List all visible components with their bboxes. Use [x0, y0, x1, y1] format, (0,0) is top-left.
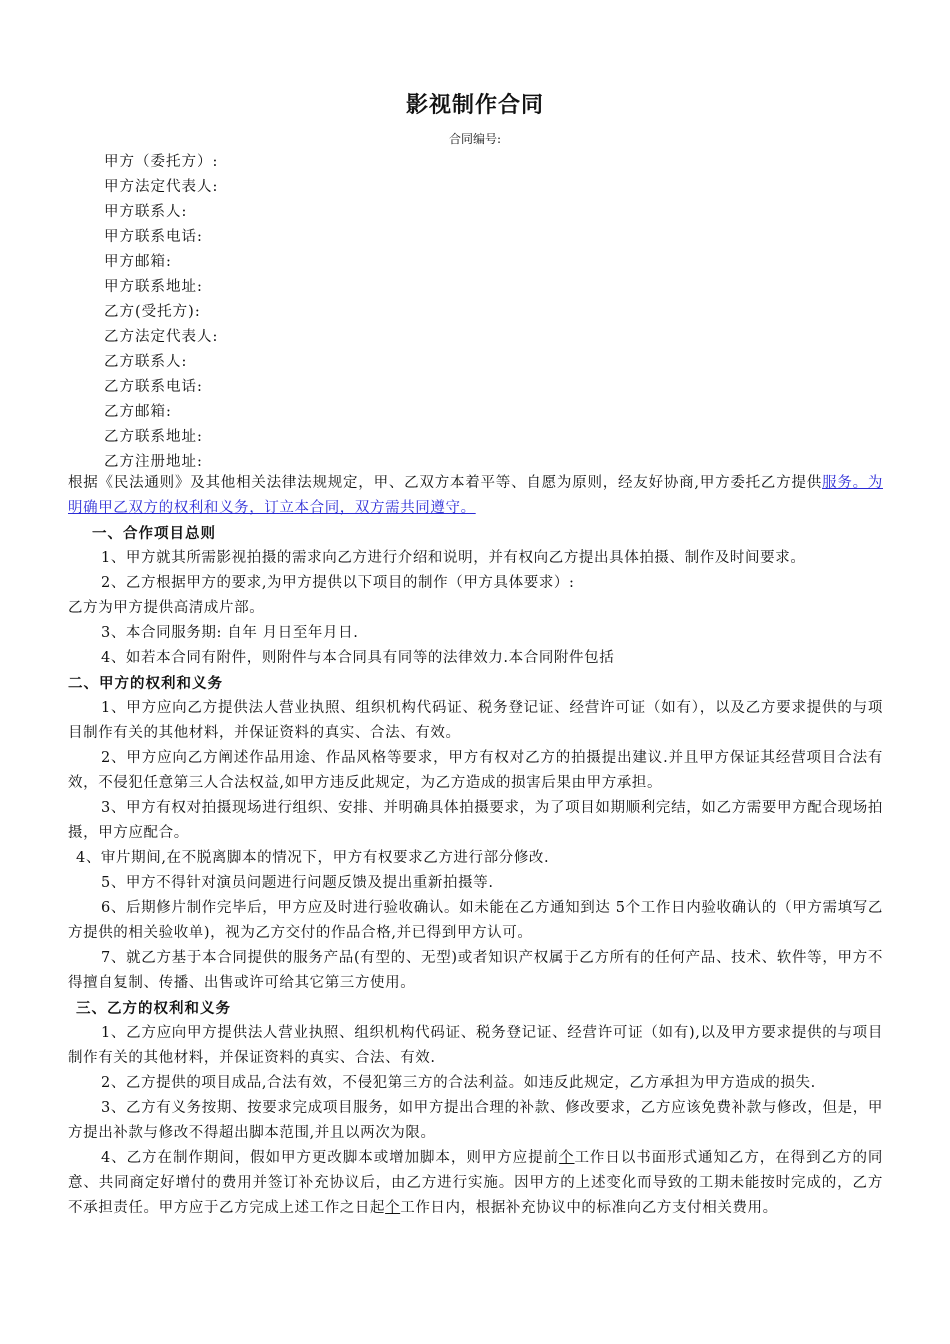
contract-number-label: 合同编号:	[448, 132, 502, 146]
clause-3-3: 3、乙方有义务按期、按要求完成项目服务，如甲方提出合理的补款、修改要求，乙方应该免费补款与修改，但是，甲方提出补款与修改不得超出脚本范围,并且以两次为限。	[68, 1100, 883, 1141]
clause-1-1: 1、甲方就其所需影视拍摄的需求向乙方进行介绍和说明，并有权向乙方提出具体拍摄、制作及时间要求。	[101, 550, 806, 566]
party-info-list	[104, 150, 218, 475]
clause-1-2-detail: 乙方为甲方提供高清成片部。	[68, 600, 265, 616]
party-line: 乙方(受托方):	[104, 304, 201, 320]
clause-2-5: 5、甲方不得针对演员问题进行问题反馈及提出重新拍摄等.	[101, 875, 494, 891]
clause-3-2: 2、乙方提供的项目成品,合法有效，不侵犯第三方的合法利益。如违反此规定，乙方承担为甲方造成的损失.	[101, 1075, 816, 1091]
party-line: 甲方联系地址:	[104, 279, 203, 295]
clause-3-4-part-c: 工作日内，根据补充协议中的标准向乙方支付相关费用。	[400, 1200, 778, 1216]
intro-text: 根据《民法通则》及其他相关法律法规规定，甲、乙双方本着平等、自愿为原则，经友好协商,甲方委托乙方提供	[68, 475, 823, 491]
clause-3-1: 1、乙方应向甲方提供法人营业执照、组织机构代码证、税务登记证、经营许可证（如有),以及甲方要求提供的与项目制作有关的其他材料，并保证资料的真实、合法、有效.	[68, 1025, 883, 1066]
clause-2-6: 6、后期修片制作完毕后，甲方应及时进行验收确认。如未能在乙方通知到达 5个工作日内验收确认的（甲方需填写乙方提供的相关验收单)，视为乙方交付的作品合格,并已得到甲方认可。	[68, 900, 883, 941]
document-title: 影视制作合同	[405, 92, 544, 118]
section-2-heading: 二、甲方的权利和义务	[68, 675, 223, 692]
clause-3-4-part-a: 4、乙方在制作期间，假如甲方更改脚本或增加脚本，则甲方应提前	[101, 1150, 560, 1166]
party-line: 甲方联系电话:	[104, 229, 203, 245]
blank-days-2: 个	[385, 1200, 401, 1216]
party-line: 乙方邮箱:	[104, 404, 172, 420]
party-line: 甲方法定代表人:	[104, 179, 219, 195]
party-line: 乙方法定代表人:	[104, 329, 219, 345]
clause-3-4	[68, 1146, 883, 1221]
party-line: 甲方邮箱:	[104, 254, 172, 270]
clause-2-7: 7、就乙方基于本合同提供的服务产品(有型的、无型)或者知识产权属于乙方所有的任何产品、技术、软件等，甲方不得擅自复制、传播、出售或许可给其它第三方使用。	[68, 950, 883, 991]
party-line: 甲方（委托方）:	[104, 154, 219, 170]
clause-2-1: 1、甲方应向乙方提供法人营业执照、组织机构代码证、税务登记证、经营许可证（如有），以及乙方要求提供的与项目制作有关的其他材料，并保证资料的真实、合法、有效。	[68, 700, 883, 741]
party-line: 乙方联系电话:	[104, 379, 203, 395]
clause-2-4: 4、审片期间,在不脱离脚本的情况下，甲方有权要求乙方进行部分修改.	[76, 850, 550, 866]
section-3-heading: 三、乙方的权利和义务	[76, 1000, 231, 1017]
party-line: 乙方联系地址:	[104, 429, 203, 445]
party-line: 乙方联系人:	[104, 354, 188, 370]
clause-2-3: 3、甲方有权对拍摄现场进行组织、安排、并明确具体拍摄要求，为了项目如期顺利完结，如乙方需要甲方配合现场拍摄，甲方应配合。	[68, 800, 883, 841]
clause-1-4: 4、如若本合同有附件，则附件与本合同具有同等的法律效力.本合同附件包括	[101, 650, 615, 666]
party-line: 乙方注册地址:	[104, 454, 203, 470]
section-1-heading: 一、合作项目总则	[92, 525, 216, 542]
clause-1-3: 3、本合同服务期: 自年 月日至年月日.	[101, 625, 359, 641]
intro-link[interactable]: 服务。为明确甲乙双方的权利和义务，订立本合同，双方需共同遵守。	[68, 475, 883, 516]
clause-1-2: 2、乙方根据甲方的要求,为甲方提供以下项目的制作（甲方具体要求）:	[101, 575, 575, 591]
party-line: 甲方联系人:	[104, 204, 188, 220]
intro-paragraph	[68, 471, 883, 521]
clause-2-2: 2、甲方应向乙方阐述作品用途、作品风格等要求，甲方有权对乙方的拍摄提出建议.并且甲方保证其经营项目合法有效，不侵犯任意第三人合法权益,如甲方违反此规定，为乙方造成的损害后果由甲方承担。	[68, 750, 883, 791]
clause-3-4-part-b: 工作日以书面形式通知乙方，在得到乙方的同意、共同商定好增付的费用并签订补充协议后，由乙方进行实施。因甲方的上述变化而导致的工期未能按时完成的，乙方不承担责任。甲方应于乙方完成上述工作之日起	[68, 1150, 884, 1216]
blank-days-1: 个	[559, 1150, 575, 1166]
contract-body	[68, 471, 883, 1221]
